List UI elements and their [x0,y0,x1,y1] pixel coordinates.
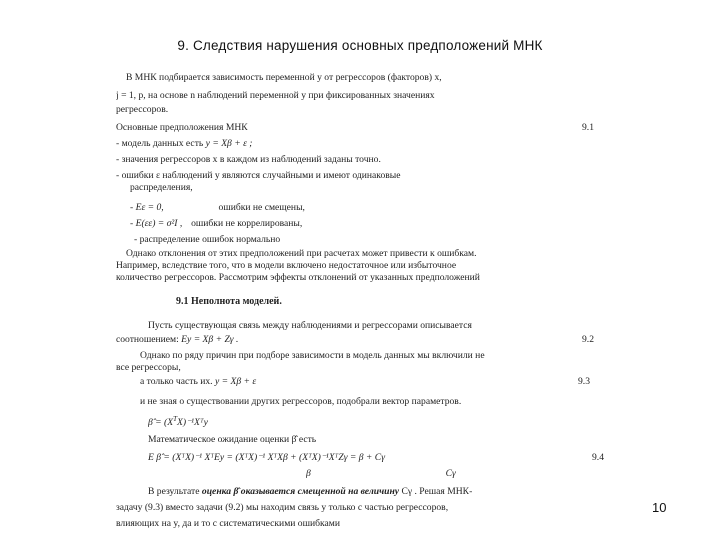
intro-line-3: регрессоров. [116,104,169,115]
conclusion-line-3: влияющих на y, да и то с систематическими ошибками [116,518,340,529]
conclusion-line-2: задачу (9.3) вместо задачи (9.2) мы находим связь y только с частью регрессоров, [116,502,449,513]
section-line-1: Пусть существующая связь между наблюдениями и регрессорами описывается [148,320,472,331]
assumption-errors-cont: распределения, [130,182,193,193]
estimator-formula: β̂ = $(X^TX)^{-1}Xᵀy$ [148,415,208,429]
equation-number-9-2: 9.2 [582,334,594,345]
assumption-errors: - ошибки ε наблюдений y являются случайными и имеют одинаковые [116,170,401,181]
formula-underbrace-labels: β Cγ [306,468,456,479]
error-uncorrelated: - E(εε) = σ²I , ошибки не коррелированы, [130,218,303,229]
scanned-text-image [116,72,602,540]
equation-number-9-1: 9.1 [582,122,594,133]
section-line-5: а только часть их. y = Xβ + ε 9.3 [140,376,590,387]
equation-number-9-4: 9.4 [592,452,604,463]
error-normal: - распределение ошибок нормально [134,234,281,245]
section-line-2: соотношением: Ey = Xβ + Zγ . 9.2 [116,334,594,345]
equation-number-9-3: 9.3 [578,376,590,387]
section-line-4: все регрессоры, [116,362,181,373]
intro-line-1: В МНК подбирается зависимость переменной y от регрессоров (факторов) x, [126,72,442,83]
assumption-regressors: - значения регрессоров x в каждом из наблюдений заданы точно. [116,154,381,165]
page-number: 10 [652,500,667,515]
deviation-line-1: Однако отклонения от этих предположений при расчетах может привести к ошибкам. [126,248,477,259]
full-model-equation: Ey = Xβ + Zγ . [181,334,239,345]
assumption-model: - модель данных есть y = Xβ + ε ; [116,138,253,149]
model-equation: y = Xβ + ε ; [205,138,253,149]
error-unbiased: - Eε = 0, ошибки не смещены, [130,202,305,213]
intro-line-2: j = 1, p, на основе n наблюдений переменной y при фиксированных значениях [116,90,435,101]
slide-title: 9. Следствия нарушения основных предположений МНК [177,38,543,53]
section-line-8: Математическое ожидание оценки β̂ есть [148,434,317,445]
partial-model-equation: y = Xβ + ε [214,376,257,387]
section-heading: 9.1 Неполнота моделей. [176,296,282,307]
deviation-line-2: Например, вследствие того, что в модели включено недостаточное или избыточное [116,260,457,271]
deviation-line-3: количество регрессоров. Рассмотрим эффекты отклонений от указанных предположений [116,272,480,283]
conclusion-line-1: В результате оценка β̂ оказывается смещенной на величину Cγ . Решая МНК- [148,486,473,497]
section-line-3: Однако по ряду причин при подборе зависимости в модель данных мы включили не [140,350,485,361]
assumptions-heading: Основные предположения МНК 9.1 [116,122,594,133]
expectation-formula: E β̂ = (XᵀX)⁻¹ XᵀEy = (XᵀX)⁻¹ XᵀXβ + (XᵀX)⁻¹XᵀZγ = β + Cγ 9.4 [148,452,604,463]
section-line-6: и не зная о существовании других регрессоров, подобрали вектор параметров. [140,396,462,407]
